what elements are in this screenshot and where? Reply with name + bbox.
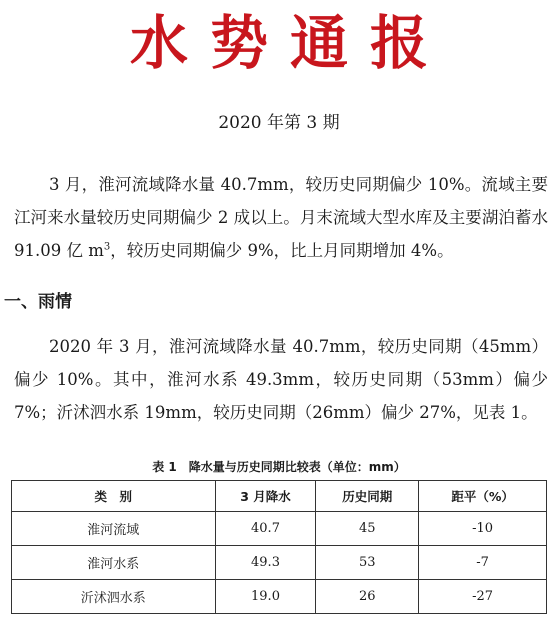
cell-anomaly: -7 (419, 546, 547, 580)
cell-march-rainfall: 49.3 (215, 546, 316, 580)
header-historical: 历史同期 (316, 481, 419, 512)
header-anomaly: 距平（%） (419, 481, 547, 512)
section-heading-rain: 一、雨情 (4, 292, 72, 312)
table-header-row (12, 481, 547, 512)
rain-paragraph: 2020 年 3 月，淮河流域降水量 40.7mm，较历史同期（45mm）偏少 10%。其中，淮河水系 49.3mm，较历史同期（53mm）偏少 7%；沂沭泗水系 19mm，较历史同期（26mm）偏少 27%，见表 1。 (14, 337, 548, 422)
table-row (12, 546, 547, 580)
cell-anomaly: -10 (419, 512, 547, 546)
cell-historical: 45 (316, 512, 419, 546)
issue-number: 2020 年第 3 期 (218, 113, 340, 133)
cell-anomaly: -27 (419, 580, 547, 614)
rainfall-comparison-table (11, 480, 547, 614)
cell-category: 淮河流域 (12, 512, 216, 546)
masthead-title: 水势通报 (129, 9, 450, 77)
summary-paragraph (14, 168, 548, 267)
cell-category: 沂沭泗水系 (12, 580, 216, 614)
table-row (12, 580, 547, 614)
summary-superscript: 3 (103, 241, 111, 253)
cell-historical: 53 (316, 546, 419, 580)
cell-march-rainfall: 19.0 (215, 580, 316, 614)
cell-march-rainfall: 40.7 (215, 512, 316, 546)
header-category: 类 别 (12, 481, 216, 512)
header-march-rainfall: 3 月降水 (215, 481, 316, 512)
cell-category: 淮河水系 (12, 546, 216, 580)
cell-historical: 26 (316, 580, 419, 614)
table-row (12, 512, 547, 546)
table-caption: 表 1 降水量与历史同期比较表（单位：mm） (152, 460, 406, 474)
summary-text-tail: ，较历史同期偏少 9%，比上月同期增加 4%。 (110, 241, 454, 260)
summary-text: 3 月，淮河流域降水量 40.7mm，较历史同期偏少 10%。流域主要江河来水量较历史同期偏少 2 成以上。月末流域大型水库及主要湖泊蓄水 91.09 亿 m (14, 175, 548, 260)
